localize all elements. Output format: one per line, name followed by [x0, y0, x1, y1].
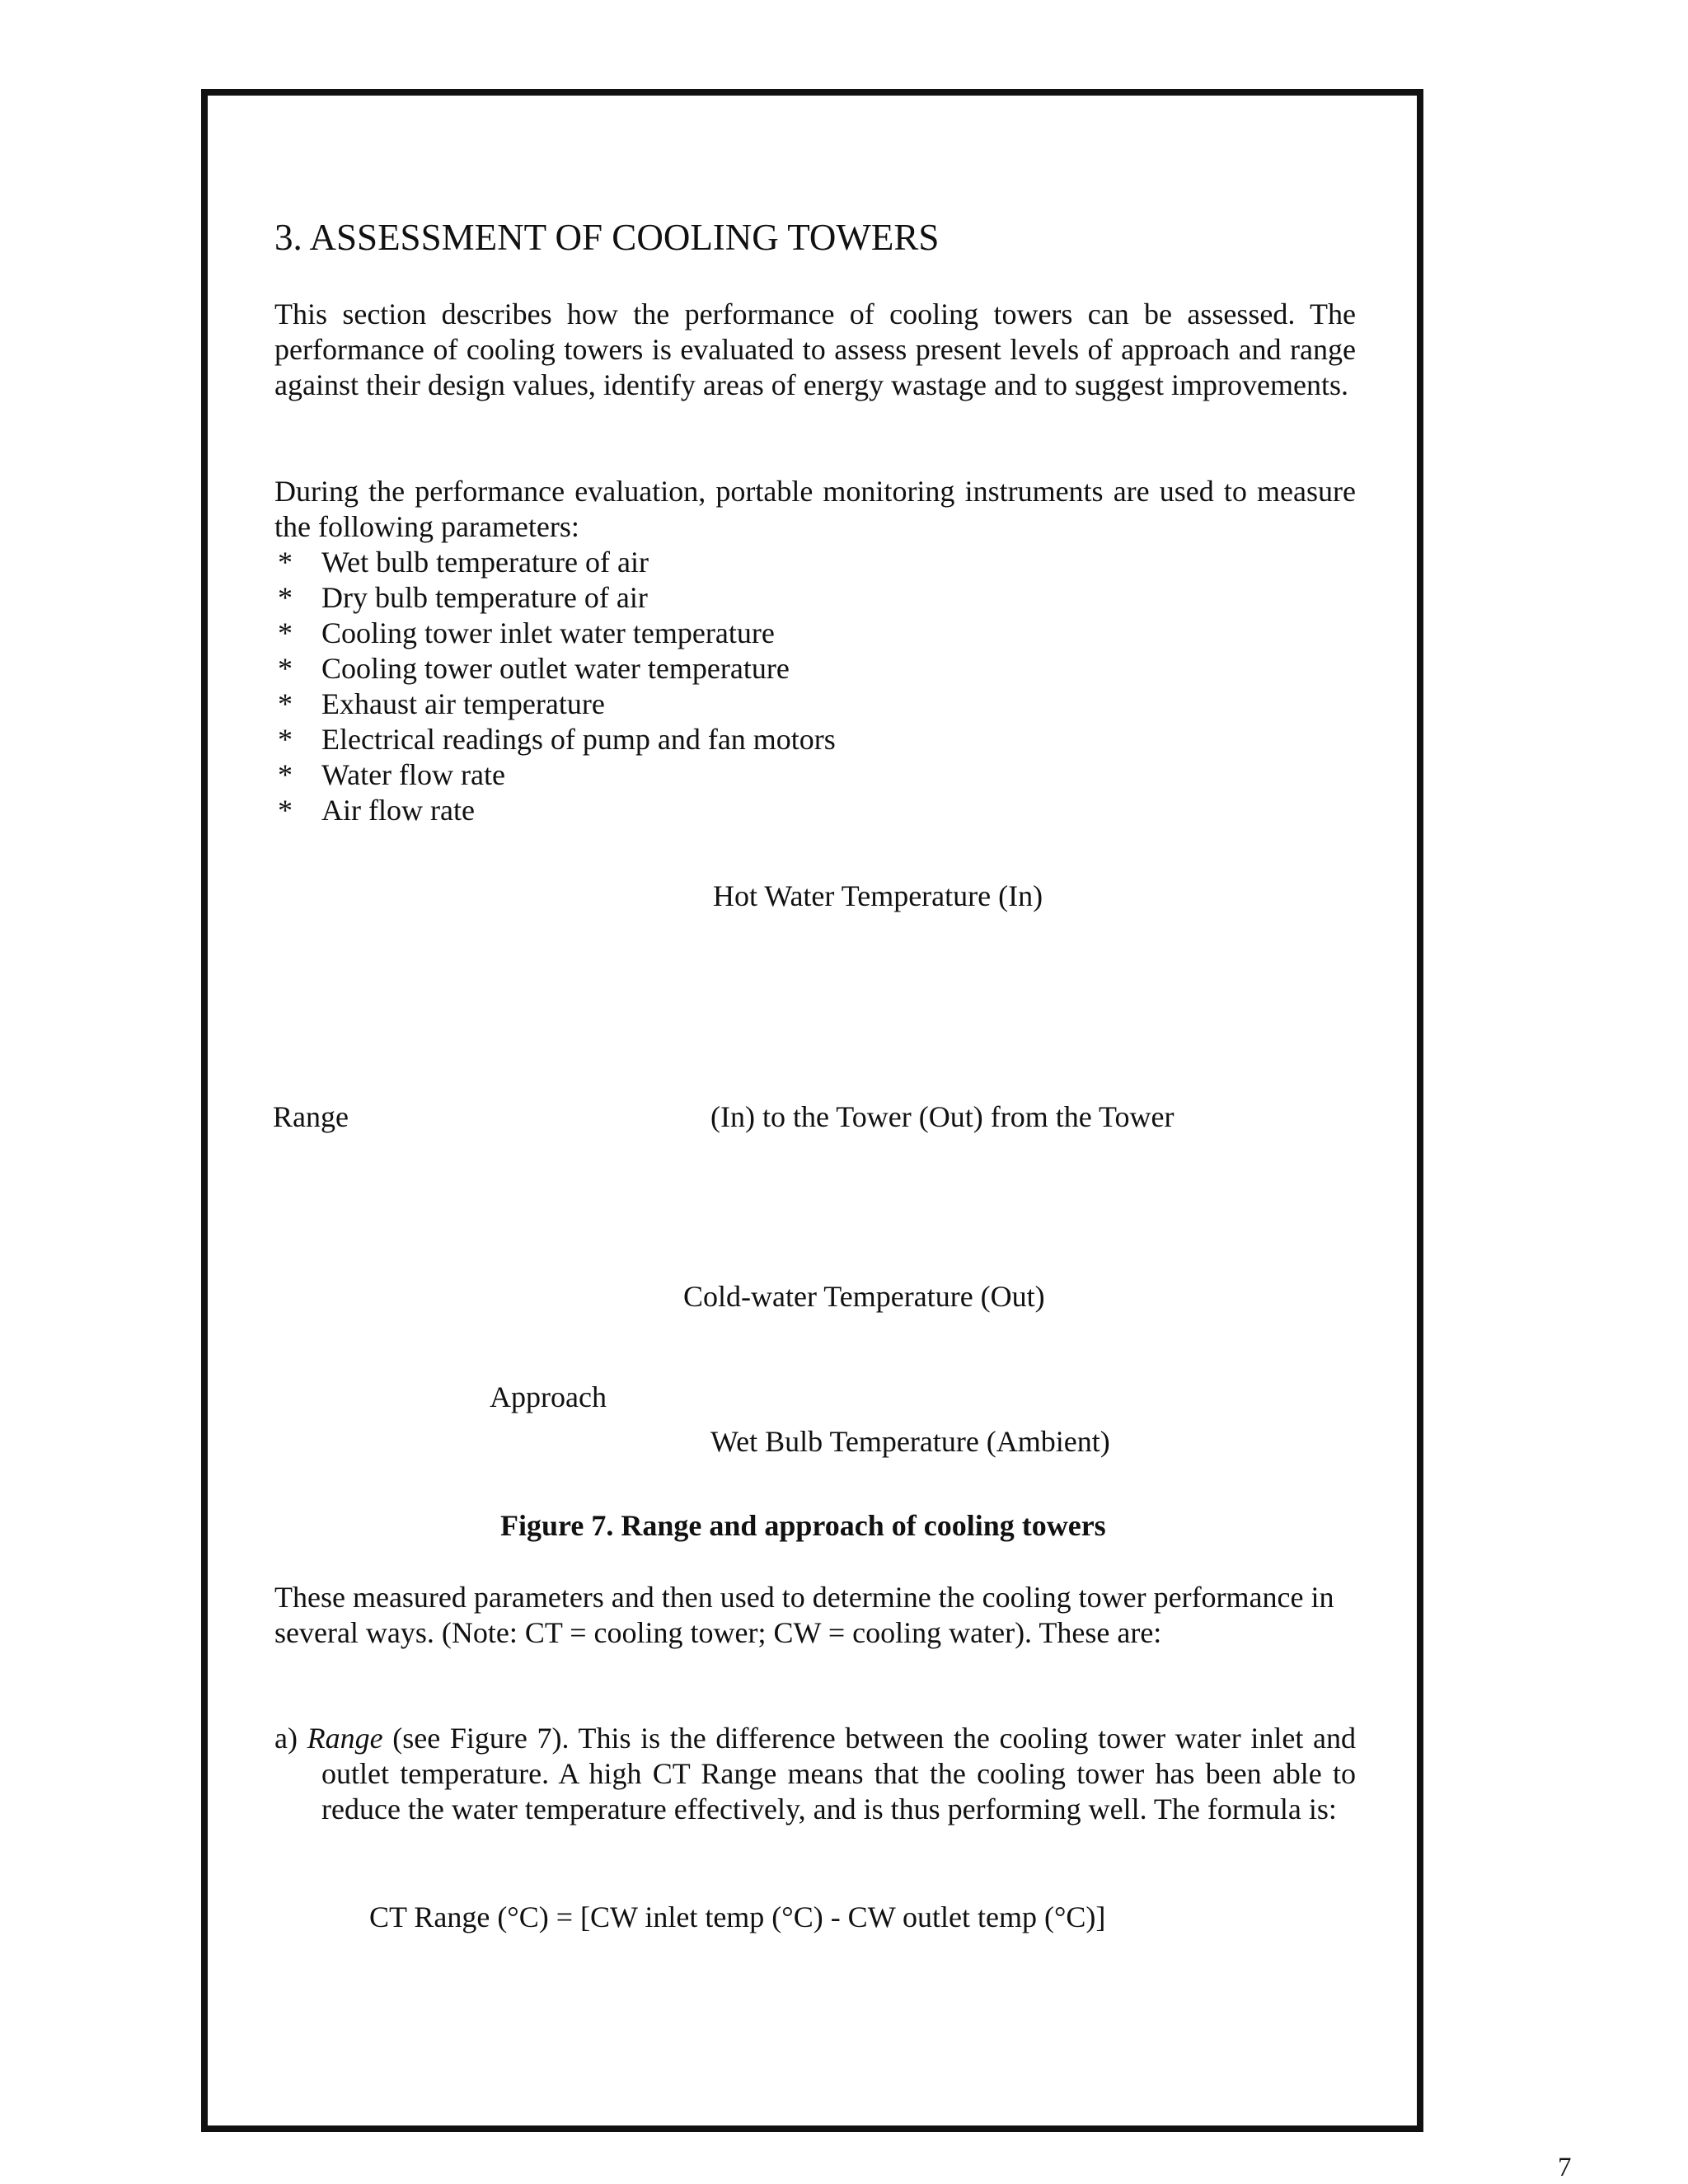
range-description: (see Figure 7). This is the difference between the cooling tower water inlet and outlet temperature. A high CT Range means that the cooling tower has been able to reduce the water temperature effectively, and is thus performing well. The formula is: — [321, 1722, 1357, 1825]
section-heading: 3. ASSESSMENT OF COOLING TOWERS — [274, 217, 940, 258]
tower-flow-label: (In) to the Tower (Out) from the Tower — [710, 1100, 1175, 1133]
list-item-text: Cooling tower inlet water temperature — [321, 616, 775, 649]
range-formula: CT Range (°C) = [CW inlet temp (°C) - CW outlet temp (°C)] — [369, 1900, 1106, 1933]
list-item-text: Air flow rate — [321, 794, 475, 827]
parameters-intro-paragraph: During the performance evaluation, portable monitoring instruments are used to measure the following parameters: — [274, 475, 1356, 543]
wet-bulb-label: Wet Bulb Temperature (Ambient) — [710, 1425, 1110, 1458]
list-item-text: Exhaust air temperature — [321, 687, 605, 720]
figure-caption: Figure 7. Range and approach of cooling towers — [500, 1509, 1106, 1542]
bullet-marker: * — [278, 581, 293, 614]
list-item — [274, 545, 836, 580]
list-item-text: Water flow rate — [321, 758, 505, 791]
list-item — [274, 722, 836, 757]
bullet-marker: * — [278, 616, 293, 649]
hot-water-label: Hot Water Temperature (In) — [713, 879, 1043, 912]
parameter-list — [274, 545, 836, 828]
list-item — [274, 687, 836, 722]
list-item-text: Dry bulb temperature of air — [321, 581, 648, 614]
range-definition — [274, 1721, 1356, 1827]
list-item — [274, 580, 836, 616]
bullet-marker: * — [278, 723, 293, 756]
bullet-marker: * — [278, 652, 293, 685]
bullet-marker: * — [278, 687, 293, 720]
item-prefix: a) — [274, 1722, 307, 1755]
list-item — [274, 757, 836, 793]
list-item — [274, 651, 836, 687]
measurement-paragraph: These measured parameters and then used to determine the cooling tower performance in several ways. (Note: CT = cooling tower; CW = cooling water). These are: — [274, 1581, 1334, 1649]
bullet-marker: * — [278, 794, 293, 827]
cold-water-label: Cold-water Temperature (Out) — [683, 1280, 1045, 1313]
list-item — [274, 793, 836, 828]
approach-label: Approach — [490, 1380, 607, 1413]
list-item-text: Cooling tower outlet water temperature — [321, 652, 790, 685]
list-item — [274, 616, 836, 651]
range-label: Range — [273, 1100, 349, 1133]
page-number: 7 — [1558, 2153, 1572, 2182]
bullet-marker: * — [278, 546, 293, 579]
list-item-text: Electrical readings of pump and fan motors — [321, 723, 836, 756]
intro-paragraph: This section describes how the performance of cooling towers can be assessed. The performance of cooling towers is evaluated to assess present levels of approach and range against their design values, identify areas of energy wastage and to suggest improvements. — [274, 298, 1356, 401]
list-item-text: Wet bulb temperature of air — [321, 546, 649, 579]
range-term: Range — [307, 1722, 383, 1755]
bullet-marker: * — [278, 758, 293, 791]
